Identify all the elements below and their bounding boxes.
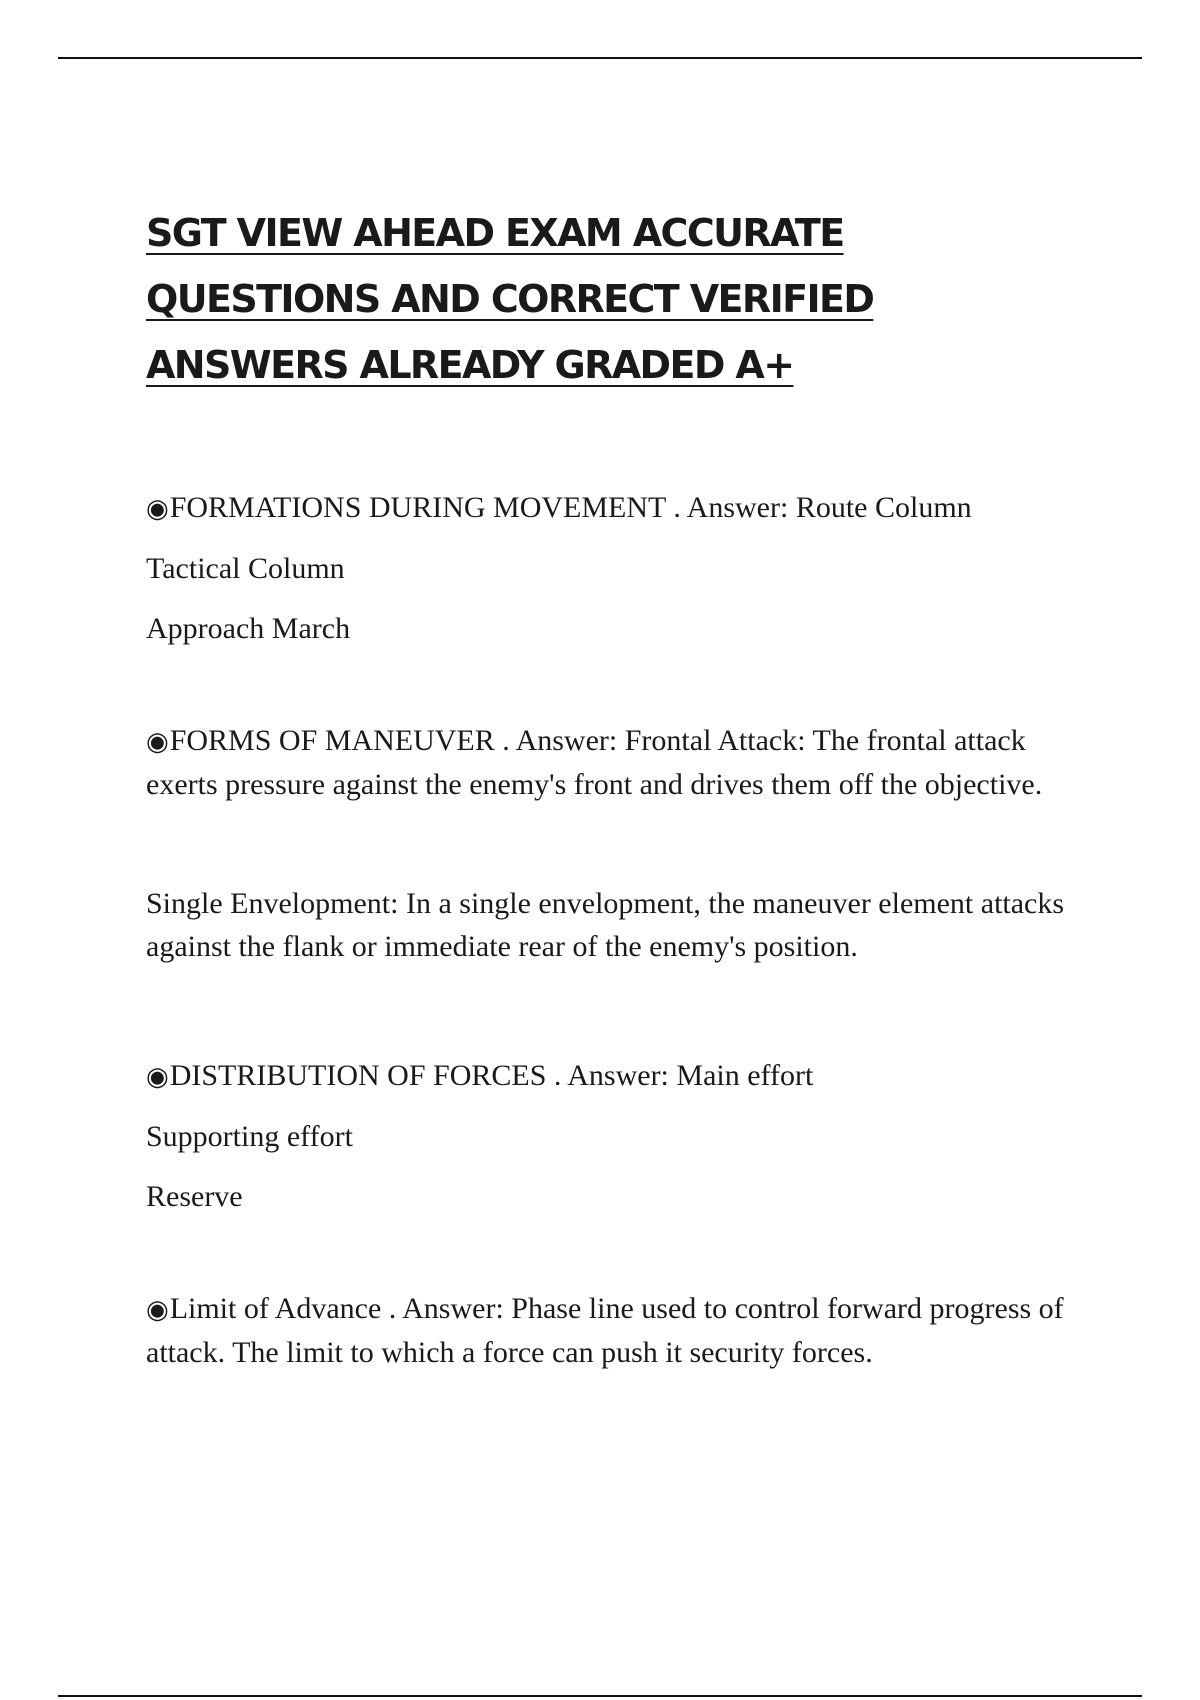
question-line	[146, 1046, 1086, 1107]
top-rule	[58, 57, 1142, 59]
document-body	[146, 478, 1086, 1374]
document-title	[146, 200, 1046, 398]
bottom-rule	[58, 1695, 1142, 1697]
question-paragraph	[146, 719, 1086, 806]
qa-item-formations	[146, 478, 1086, 659]
answer-line: Reserve	[146, 1180, 243, 1213]
qa-item-distribution	[146, 1046, 1086, 1227]
answer-line: Approach March	[146, 612, 351, 645]
question-text: FORMATIONS DURING MOVEMENT . Answer: Route Column	[169, 491, 972, 524]
answer-line: Tactical Column	[146, 552, 345, 585]
question-paragraph	[146, 1287, 1086, 1374]
title-line-2: QUESTIONS AND CORRECT VERIFIED	[146, 277, 874, 321]
title-line-3: ANSWERS ALREADY GRADED A+	[146, 343, 794, 387]
qa-item-maneuver	[146, 719, 1086, 968]
answer-line: Supporting effort	[146, 1120, 353, 1153]
question-text: FORMS OF MANEUVER . Answer: Frontal Attack: The frontal attack exerts pressure against the enemy's front and drives them off the objective.	[146, 724, 1043, 801]
qa-item-limit-of-advance	[146, 1287, 1086, 1374]
bullet-icon: ◉	[146, 494, 169, 523]
answer-paragraph: Single Envelopment: In a single envelopment, the maneuver element attacks against the flank or immediate rear of the enemy's position.	[146, 887, 1065, 963]
bullet-icon: ◉	[146, 727, 169, 756]
bullet-icon: ◉	[146, 1295, 169, 1324]
question-text: DISTRIBUTION OF FORCES . Answer: Main effort	[169, 1059, 814, 1092]
question-line	[146, 478, 1086, 539]
title-line-1: SGT VIEW AHEAD EXAM ACCURATE	[146, 211, 844, 255]
question-text: Limit of Advance . Answer: Phase line used to control forward progress of attack. The limit to which a force can push it security forces.	[146, 1292, 1064, 1369]
bullet-icon: ◉	[146, 1062, 169, 1091]
